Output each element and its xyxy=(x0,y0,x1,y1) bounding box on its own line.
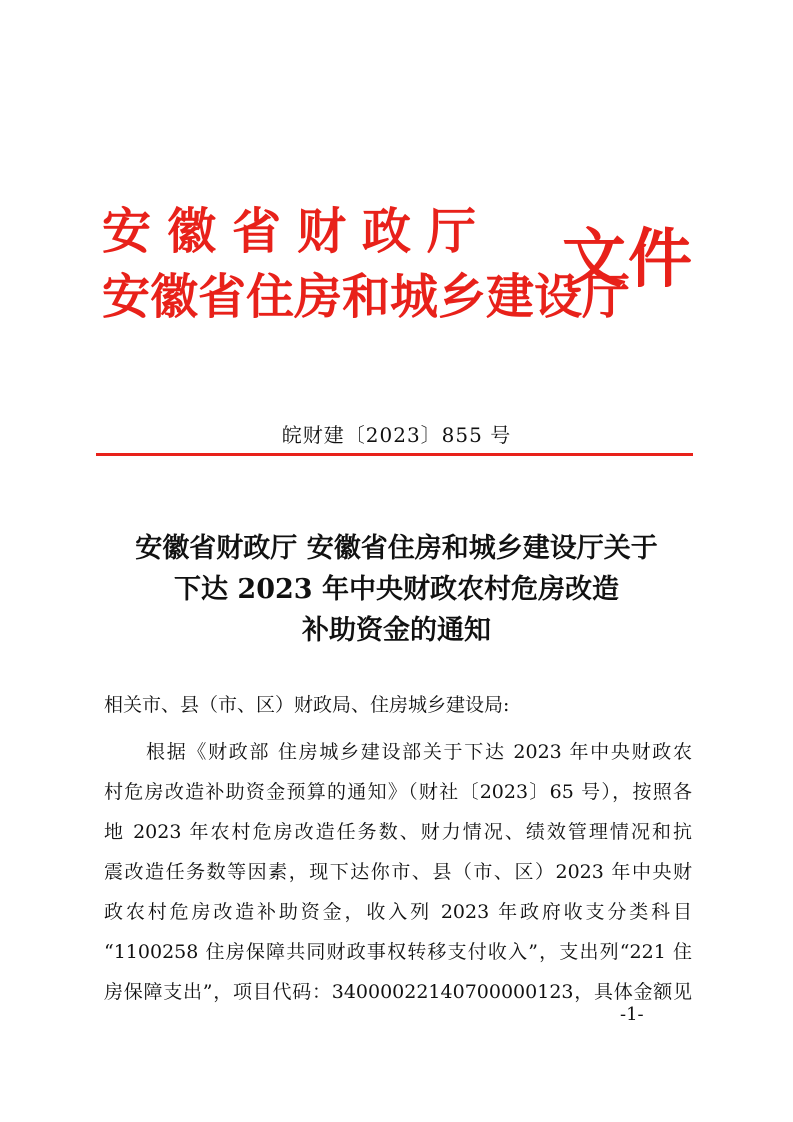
document-header-word: 文件 xyxy=(562,222,694,297)
paragraph-line: 地 2023 年农村危房改造任务数、财力情况、绩效管理情况和抗 xyxy=(104,821,692,843)
issuer-finance-department: 安徽省财政厅 xyxy=(102,202,493,260)
paragraph-line: “1100258 住房保障共同财政事权转移支付收入”，支出列“221 住 xyxy=(104,941,692,963)
title-line: 安徽省财政厅 安徽省住房和城乡建设厅关于 xyxy=(135,533,658,564)
paragraph-line: 政农村危房改造补助资金，收入列 2023 年政府收支分类科目 xyxy=(104,901,692,923)
page-number: -1- xyxy=(620,1004,644,1025)
red-separator-line xyxy=(96,453,693,456)
title-line: 下达 2023 年中央财政农村危房改造 xyxy=(174,574,619,605)
title-line: 补助资金的通知 xyxy=(302,615,491,646)
paragraph-line: 房保障支出”，项目代码：34000022140700000123，具体金额见 xyxy=(104,981,692,1003)
paragraph-line: 震改造任务数等因素，现下达你市、县（市、区）2023 年中央财 xyxy=(104,861,692,883)
document-title xyxy=(0,528,793,651)
document-number: 皖财建〔2023〕855 号 xyxy=(281,423,512,447)
issuer-housing-department: 安徽省住房和城乡建设厅 xyxy=(102,269,631,325)
paragraph-line: 根据《财政部 住房城乡建设部关于下达 2023 年中央财政农 xyxy=(146,741,692,763)
body-paragraph xyxy=(104,732,692,1012)
salutation: 相关市、县（市、区）财政局、住房城乡建设局: xyxy=(104,694,510,716)
paragraph-line: 村危房改造补助资金预算的通知》（财社〔2023〕65 号），按照各 xyxy=(104,781,692,803)
